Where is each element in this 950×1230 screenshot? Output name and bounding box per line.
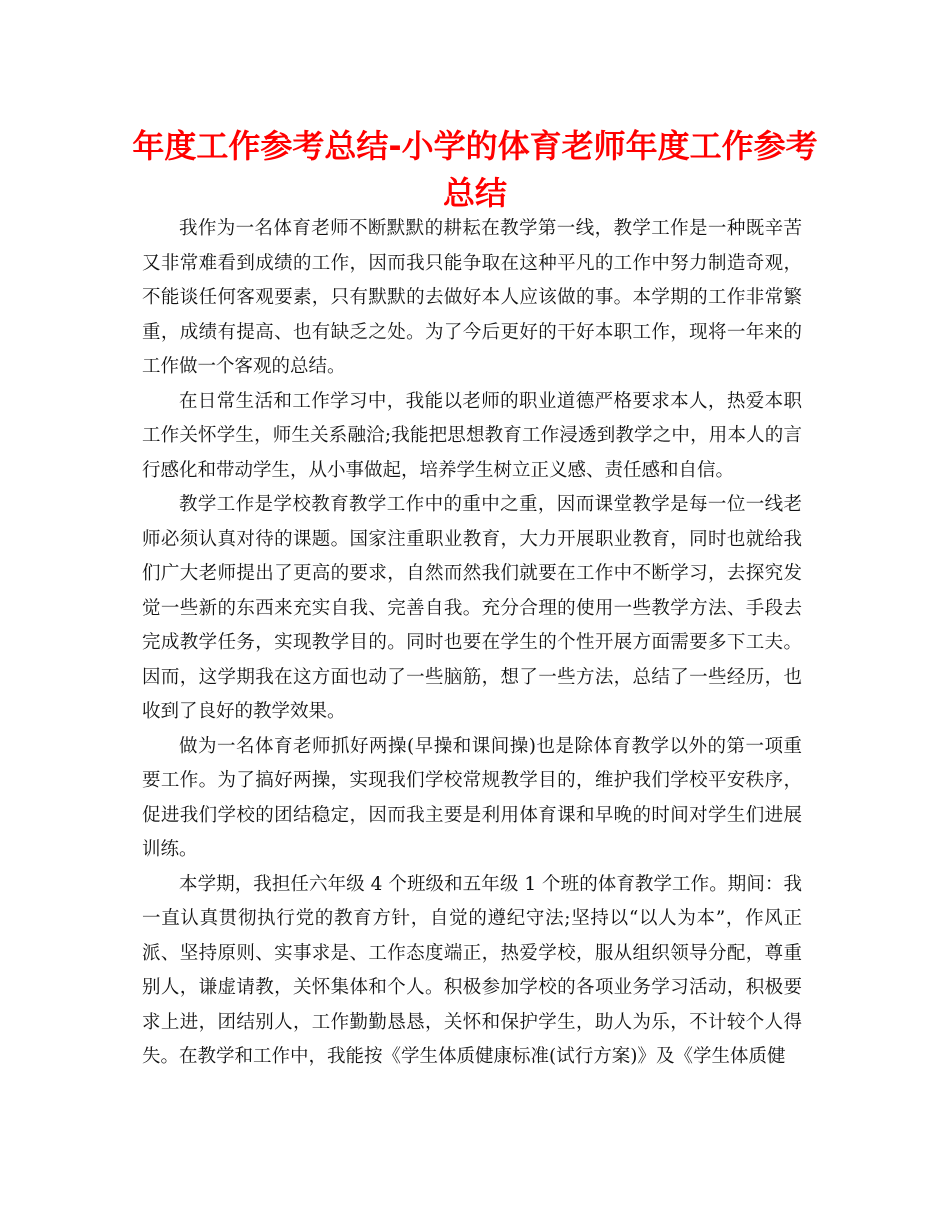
paragraph: 在日常生活和工作学习中，我能以老师的职业道德严格要求本人，热爱本职工作关怀学生，师生关系融洽;我能把思想教育工作浸透到教学之中，用本人的言行感化和带动学生，从小事做起，培养学生树立正义感、责任感和自信。 [142, 390, 802, 481]
paragraph: 本学期，我担任六年级 4 个班级和五年级 1 个班的体育教学工作。期间：我一直认真贯彻执行党的教育方针，自觉的遵纪守法;坚持以“以人为本”，作风正派、坚持原则、实事求是、工作态度端正，热爱学校，服从组织领导分配，尊重别人，谦虚请教，关怀集体和个人。积极参加学校的各项业务学习活动，积极要求上进，团结别人，工作勤勤恳恳，关怀和保护学生，助人为乐，不计较个人得失。在教学和工作中，我能按《学生体质健康标准(试行方案)》及《学生体质健 [142, 873, 802, 1067]
paragraph: 做为一名体育老师抓好两操(早操和课间操)也是除体育教学以外的第一项重要工作。为了搞好两操，实现我们学校常规教学目的，维护我们学校平安秩序，促进我们学校的团结稳定，因而我主要是利用体育课和早晚的时间对学生们进展训练。 [142, 735, 802, 860]
document-body [142, 212, 802, 1075]
document-title: 年度工作参考总结-小学的体育老师年度工作参考总结 [132, 127, 818, 212]
paragraph: 教学工作是学校教育教学工作中的重中之重，因而课堂教学是每一位一线老师必须认真对待的课题。国家注重职业教育，大力开展职业教育，同时也就给我们广大老师提出了更高的要求，自然而然我们就要在工作中不断学习，去探究发觉一些新的东西来充实自我、完善自我。充分合理的使用一些教学方法、手段去完成教学任务，实现教学目的。同时也要在学生的个性开展方面需要多下工夫。因而，这学期我在这方面也动了一些脑筋，想了一些方法，总结了一些经历，也收到了良好的教学效果。 [142, 494, 802, 722]
paragraph: 我作为一名体育老师不断默默的耕耘在教学第一线，教学工作是一种既辛苦又非常难看到成绩的工作，因而我只能争取在这种平凡的工作中努力制造奇观，不能谈任何客观要素，只有默默的去做好本人应该做的事。本学期的工作非常繁重，成绩有提高、也有缺乏之处。为了今后更好的干好本职工作，现将一年来的工作做一个客观的总结。 [142, 218, 802, 377]
